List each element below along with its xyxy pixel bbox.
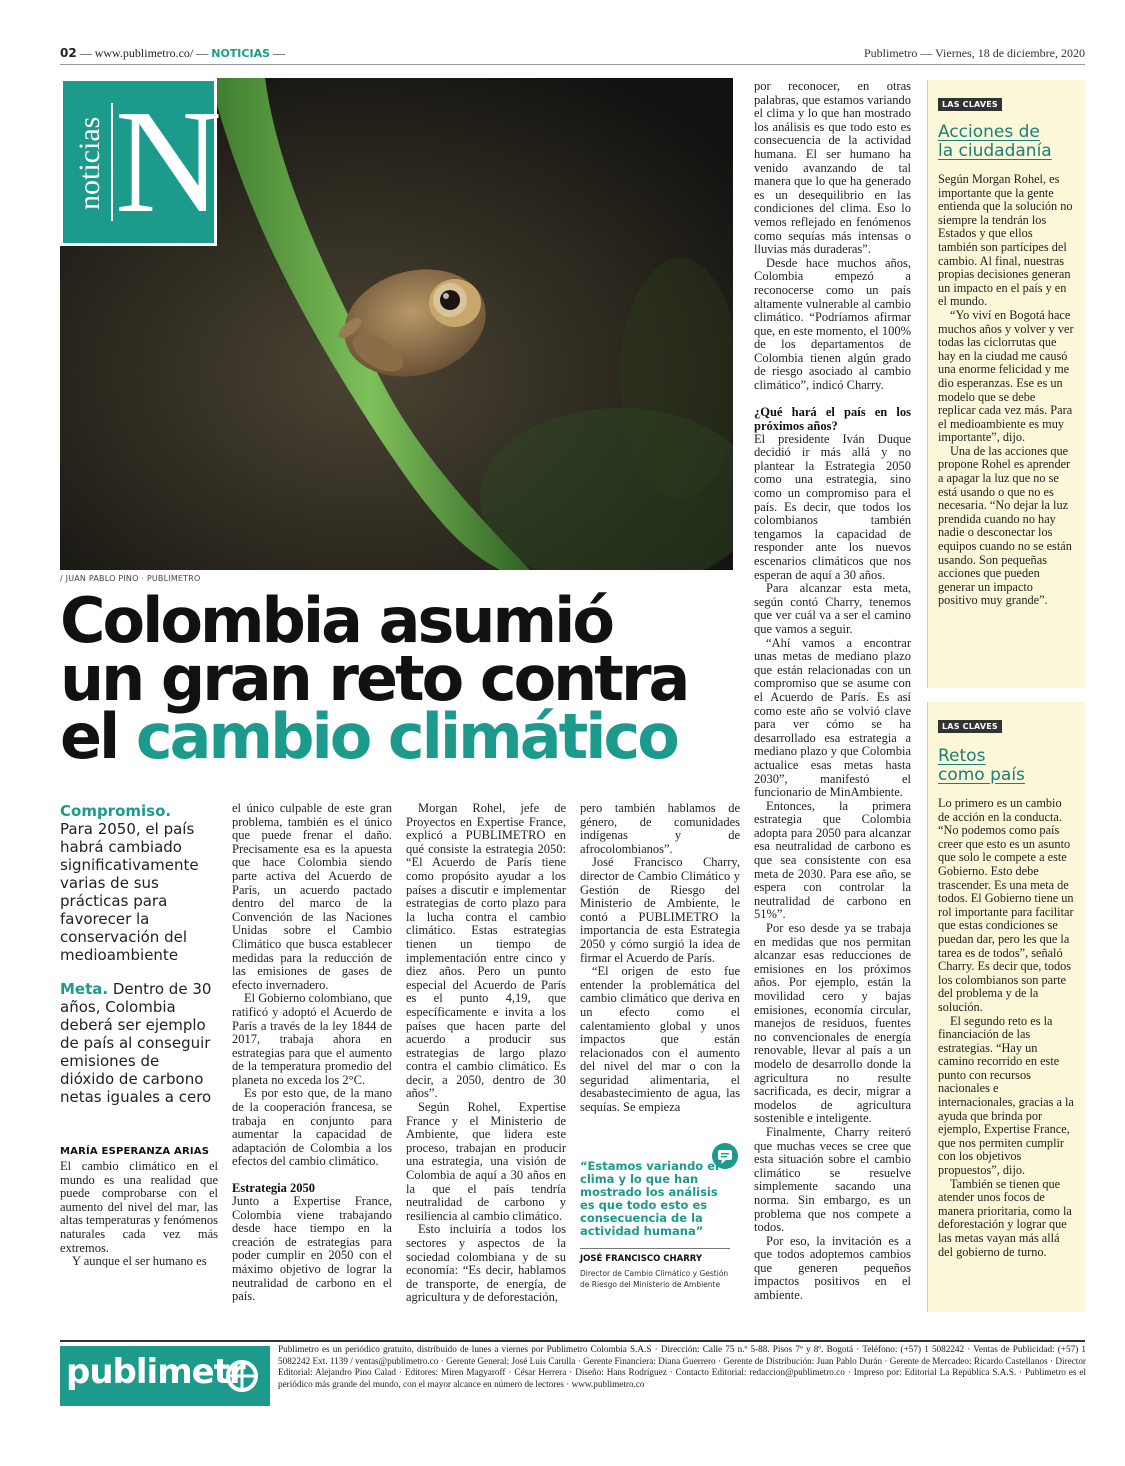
paragraph: el único culpable de este gran problema, también es el único que puede frenar el daño. Precisamente esa es la apuesta que hace Colombia siendo parte activa del Acuerdo de París, un acuerdo pactado dentro del marco de la Convención de las Naciones Unidas sobre el Cambio Climático que busca establecer medidas para la reducción de las emisiones de gases de efecto invernadero. [232,801,392,992]
headline-line-1: Colombia asumió [60,584,612,657]
paragraph: “Yo viví en Bogotá hace muchos años y volver y ver todas las ciclorrutas que hay en la ciudad me causó una enorme felicidad y me dio esperanzas. Ese es un modelo que se debe replicar cada vez más. Para el medioambiente es muy importante”, dijo. [938,307,1074,445]
header-dash: — [270,46,286,60]
lead-text-1: Para 2050, el país habrá cambiado significativamente varias de sus prácticas para favorecer la conservación del medioambiente [60,820,199,964]
pull-quote-role: Director de Cambio Climático y Gestión de Riesgo del Ministerio de Ambiente [580,1269,729,1289]
paragraph: El cambio climático en el mundo es una realidad que puede comprobarse con el aumento del nivel del mar, las altas temperaturas y fenómenos naturales cada vez más extremos. [60,1159,218,1255]
body-column-5 [754,80,911,1303]
intro-body [60,1160,218,1269]
sidebar-body [938,173,1075,608]
paragraph: Morgan Rohel, jefe de Proyectos en Expertise France, explicó a PUBLIMETRO en qué consiste la estrategia 2050: “El Acuerdo de París tiene como propósito ayudar a los países a discutir e implementar estrategias de corto plazo para la lucha contra el cambio climático. Estas estrategias tienen un tiempo de implementación entre cinco y diez años. Pero un punto especial del Acuerdo de París es el punto 4,19, que específicamente e invita a los países que hacen parte del acuerdo a producir sus estrategias de largo plazo contra el cambio climático. Es decir, a 2050, dentro de 30 años”. [406,801,566,1101]
subhead: Estrategia 2050 [232,1181,315,1196]
paragraph: Lo primero es un cambio de acción en la conducta. “No podemos como país creer que esto es un asunto que solo le compete a este Gobierno. Esto debe trascender. Es una meta de todos. El Gobierno tiene un rol importante para facilitar que estas condiciones se puedan dar, pero les que la tarea es de todos”, señaló Charry. Es decir que, todos los colombianos son parte del problema y de la solución. [938,796,1074,1014]
paragraph: Finalmente, Charry reiteró que muchas veces se cree que esta situación sobre el cambio climático se resuelve simplemente sacando una norma. Sin embargo, es un problema que nos compete a todos. [754,1124,911,1235]
footer-masthead: Publimetro es un periódico gratuito, distribuido de lunes a viernes por Publimetro Colombia S.A.S · Dirección: Calle 75 n.º 5-88. Pisos 7º y 8º. Bogotá · Teléfono: (+57) 1 5082242 · Ventas de Publicidad: (+57) 1 5082242 Ext. 1139 / ventas@publimetro.co · Gerente General: José Luis Carulla · Gerente Financiera: Diana Guerrero · Gerente de Distribución: Juan Pablo Durán · Gerente de Mercadeo: Ricardo Castellanos · Director Editorial: Alejandro Pino Calad · Editores: Miren Magyaroff · César Herrera · Diseño: Hans Rodríguez · Contacto Editorial: redaccion@publimetro.co · Impreso por: Editorial La República S.A.S. · Publimetro es el periódico más grande del mundo, con el mayor alcance en número de lectores · www.publimetro.co [278,1344,1086,1389]
body-column-3 [406,802,566,1305]
sidebar-body [938,797,1075,1259]
logo-globe-icon [226,1360,258,1392]
sidebar-badge: LAS CLAVES [938,720,1002,733]
paragraph: El presidente Iván Duque decidió ir más allá y no plantear la Estrategia 2050 como una estrategia, sino como un compromiso para el país. Es decir, que todos los colombianos también tengamos la capacidad de responder ante los nuevos escenarios climáticos que nos esperan de aquí a 30 años. [754,431,911,582]
footer-rule [60,1340,1085,1342]
paragraph: Es por esto que, de la mano de la cooperación francesa, se trabaja en conjunto para aumentar la capacidad de adaptación de Colombia a los efectos del cambio climático. [232,1086,392,1169]
paragraph: “Ahí vamos a encontrar unas metas de mediano plazo que están relacionadas con un compromiso que se asume con el Acuerdo de París. Es así como este año se volvió clave para ver cómo se ha desarrollado esa estrategia a mediano plazo y que Colombia actualice esas metas hasta 2030”, manifestó el funcionario de MinAmbiente. [754,635,911,800]
paragraph: El segundo reto es la financiación de las estrategias. “Hay un camino recorrido en este punto con recursos nacionales e internacionales, gracias a la ayuda que brinda por ejemplo, Expertise France, que nos permiten cumplir con los objetivos propuestos”, dijo. [938,1013,1074,1178]
lead-text-2: Dentro de 30 años, Colombia deberá ser ejemplo de país al conseguir emisiones de dióxido de carbono netas iguales a cero [60,980,212,1106]
paragraph: Según Morgan Rohel, es importante que la gente entienda que la solución no siempre la tendrán los Estados y que ellos también son partícipes del cambio. Al final, nuestras propias decisiones generan un impacto en el país y en el mundo. [938,172,1073,309]
paragraph: Esto incluiría a todos los sectores y aspectos de la sociedad colombiana y de su economía: “Es decir, hablamos de transporte, de energía, de agricultura y de deforestación, [406,1222,566,1305]
lead-key-2: Meta. [60,980,109,998]
page-number: 02 [60,46,77,60]
paragraph: Y aunque el ser humano es [72,1254,207,1269]
section-flag [60,78,222,246]
paragraph: Según Rohel, Expertise France y el Ministerio de Ambiente, que lidera este proceso, trabajan en producir una estrategia, una visión de Colombia de aquí a 30 años en la que el país tendría neutralidad de carbono y resiliencia al cambio climático. [406,1100,566,1223]
sidebar-box-2 [927,702,1085,1312]
byline: MARÍA ESPERANZA ARIAS [60,1146,210,1157]
body-column-2 [232,802,392,1304]
paragraph: El Gobierno colombiano, que ratificó y adoptó el Acuerdo de París a través de la ley 1844 de 2017, trabaja ahora en estrategias para que el aumento de la temperatura promedio del planeta no exceda los 2°C. [232,991,392,1087]
intro-column [60,802,218,1269]
sidebar-badge: LAS CLAVES [938,98,1002,111]
headline-highlight: cambio climático [135,700,677,773]
header-rule [60,64,1085,65]
paragraph: Por eso desde ya se trabaja en medidas que nos permitan alcanzar esas reducciones de emisiones en los próximos años. Por ejemplo, están la movilidad cero y bajas emisiones, economía circular, manejos de residuos, fuentes no convencionales de energía renovable, llevar al país a un modelo de desarrollo donde la agricultura no resulte sacrificada, es decir, migrar a modelos de agricultura sostenible e inteligente. [754,921,911,1126]
sidebar-title [938,747,1075,785]
paragraph: Para alcanzar esta meta, según contó Charry, tenemos que ver cuál va a ser el camino que vamos a seguir. [754,581,911,636]
headline-line-2: un gran reto contra [60,642,688,715]
paragraph: Desde hace muchos años, Colombia empezó a reconocerse como un país altamente vulnerable al cambio climático. “Podríamos afirmar que, en este momento, el 100% de los departamentos de Colombia tienen algún grado de riesgo asociado al cambio climático”, indicó Charry. [754,255,911,393]
paragraph: Junto a Expertise France, Colombia viene trabajando desde hace tiempo en la creación de estrategias para poder cumplir en 2050 con el máximo objetivo de lograr la neutralidad de carbono en el país. [232,1194,392,1304]
paragraph: También se tienen que atender unos focos de manera prioritaria, como la deforestación y lograr que las metas vayan más allá del gobierno de turno. [938,1176,1072,1259]
photo-credit: / JUAN PABLO PINO · PUBLIMETRO [60,574,201,583]
sidebar-title [938,123,1075,161]
headline [60,584,740,773]
paragraph: por reconocer, en otras palabras, que estamos variando el clima y lo que han mostrado los análisis es que todo esto es consecuencia de la actividad humana. El ser humano ha venido avanzando de tal manera que lo que ha generado es un desequilibrio en las condiciones del clima. Eso lo vemos reflejado en fenómenos como sequías más intensas o lluvias más duraderas”. [754,79,911,257]
pull-quote-name: JOSÉ FRANCISCO CHARRY [580,1254,702,1264]
site-url: — www.publimetro.co/ — [79,46,209,60]
logo-wordmark: publimetr [66,1352,245,1392]
section-name: NOTICIAS [211,47,271,60]
headline-line-3 [60,700,740,773]
paragraph: Entonces, la primera estrategia que Colombia adopta para 2050 para alcanzar esa neutralidad de carbono es que sea consistente con esa meta de 2030. Para ese año, se espera con controlar la neutralidad de carbono en 51%”. [754,798,911,922]
sidebar-title-line-2: como país [938,765,1025,785]
page-header-left [60,46,285,61]
sidebar-title-line-2: la ciudadanía [938,141,1052,161]
paragraph: José Francisco Charry, director de Cambio Climático y Gestión de Riesgo del Ministerio de Ambiente, le contó a PUBLIMETRO la importancia de esta Estrategia 2050 y cómo surgió la idea de firmar el Acuerdo de París. [580,855,740,965]
publication-date: Publimetro — Viernes, 18 de diciembre, 2020 [863,46,1085,60]
section-flag-divider [111,103,113,221]
subhead: ¿Qué hará el país en los próximos años? [754,404,911,433]
paragraph: pero también hablamos de género, de comunidades indígenas y de afrocolombianos”. [580,801,740,856]
lead-meta [60,980,218,1106]
pull-quote: “Estamos variando el clima y lo que han mostrado los análisis es que todo esto es consecuencia de la actividad humana” [580,1159,719,1238]
paragraph: “El origen de esto fue entender la problemática del cambio climático que deriva en un efecto como el calentamiento global y unos impactos que están relacionados con el aumento del nivel del mar o con la seguridad alimentaria, el desabastecimiento de agua, las sequías. Se empieza [580,964,740,1115]
section-flag-word: noticias [73,116,106,211]
lead-compromiso [60,802,218,964]
sidebar-title-line-1: Retos [938,746,986,766]
lead-key-1: Compromiso. [60,802,172,820]
paragraph: Por eso, la invitación es a que todos adoptemos cambios que generen pequeños impactos positivos en el ambiente. [754,1233,911,1303]
paragraph: Una de las acciones que propone Rohel es aprender a apagar la luz que no se está usando o que no es necesaria. “No dejar la luz prendida cuando no hay nadie o desconectar los equipos cuando no se están usando. Son pequeñas acciones que pueden generar un impacto positivo muy grande”. [938,443,1072,608]
headline-line-3-pre: el [60,700,136,773]
pull-quote-rule [580,1248,730,1249]
body-column-4 [580,802,740,1115]
publimetro-logo [60,1346,270,1406]
section-flag-letter: N [115,80,222,244]
sidebar-title-line-1: Acciones de [938,122,1040,142]
sidebar-box-1 [927,80,1085,688]
